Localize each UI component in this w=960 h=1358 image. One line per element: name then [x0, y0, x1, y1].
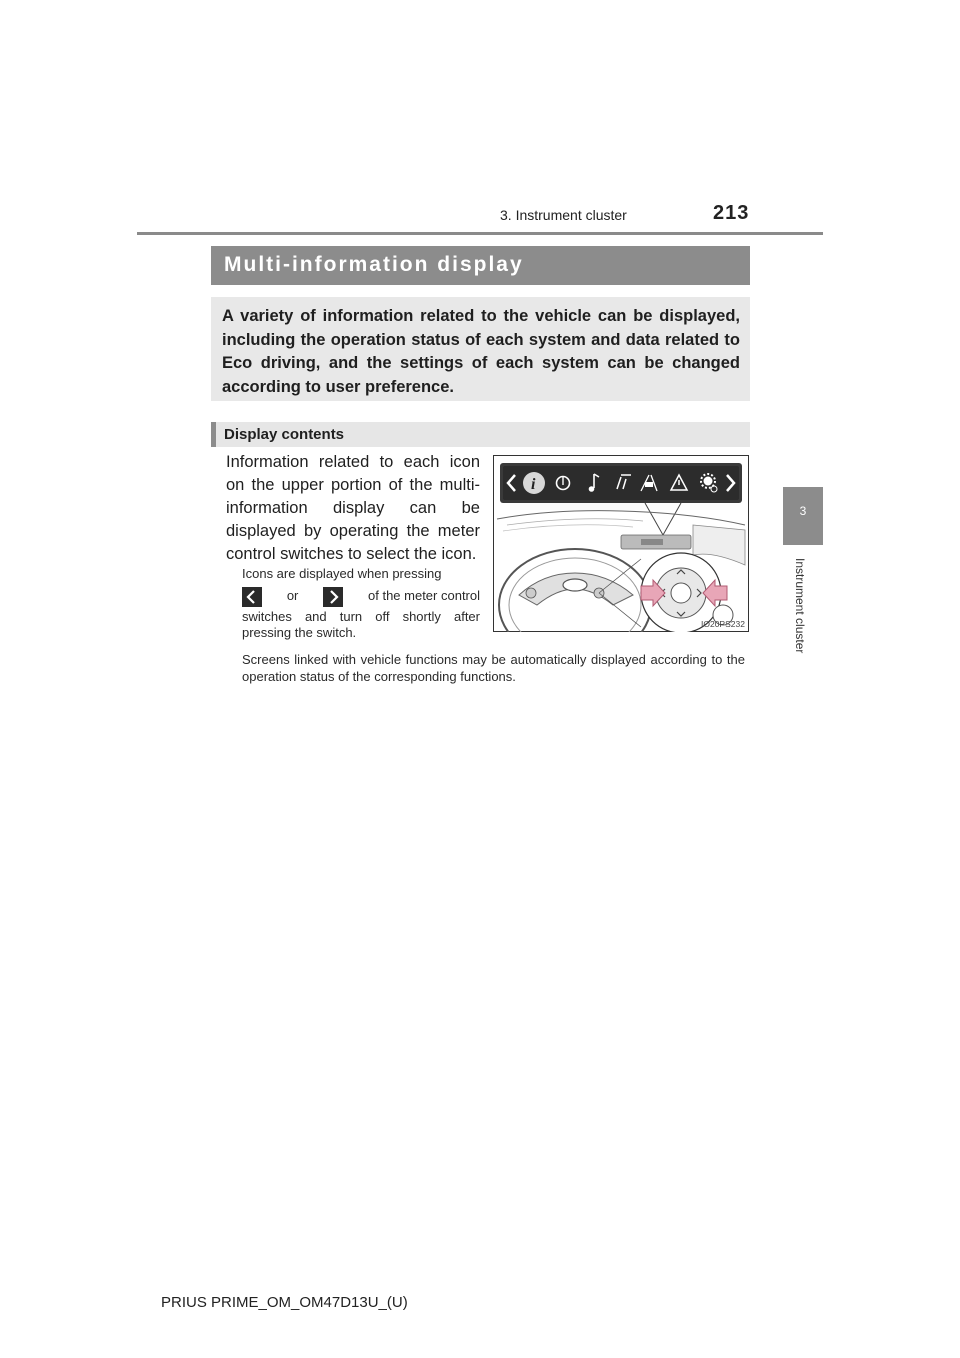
subsection-accent	[211, 422, 216, 447]
note-icons-display	[242, 566, 480, 642]
right-switch-icon	[323, 587, 343, 607]
section-title-bar	[211, 246, 750, 285]
header-divider	[137, 232, 823, 235]
body-paragraph: Information related to each icon on the upper portion of the multi-information display can be displayed by operating the meter control switches to select the icon.	[226, 453, 480, 563]
note1-keys-line	[242, 587, 480, 607]
subsection-bar	[211, 422, 750, 447]
chapter-label-container	[793, 558, 813, 718]
intro-box	[211, 297, 750, 401]
chapter-number: 3	[799, 504, 807, 518]
subsection-title: Display contents	[224, 426, 345, 443]
note1-or: or	[286, 588, 299, 604]
svg-text:i: i	[531, 476, 536, 493]
note1-rest: switches and turn off shortly after pressing the switch.	[242, 608, 480, 640]
footer-model-code: PRIUS PRIME_OM_OM47D13U_(U)	[161, 1294, 408, 1311]
section-title: Multi-information display	[224, 253, 524, 276]
display-info-icon	[523, 472, 545, 494]
intro-text: A variety of information related to the vehicle can be displayed, including the operation status of each system and data related to Eco driving, and the settings of each system can be changed according to user preference.	[222, 307, 740, 396]
illustration-code: IO20PS232	[701, 619, 745, 629]
header-section-title: 3. Instrument cluster	[500, 207, 627, 223]
instrument-illustration	[493, 455, 749, 632]
chapter-label: Instrument cluster	[793, 558, 807, 654]
page-number: 213	[713, 202, 750, 224]
left-switch-icon	[242, 587, 262, 607]
note-linked-screens: Screens linked with vehicle functions may be automatically displayed according to the operation status of the corresponding functions.	[242, 652, 745, 684]
note1-line1: Icons are displayed when pressing	[242, 566, 442, 581]
note1-after-keys: of the meter control	[368, 588, 480, 604]
